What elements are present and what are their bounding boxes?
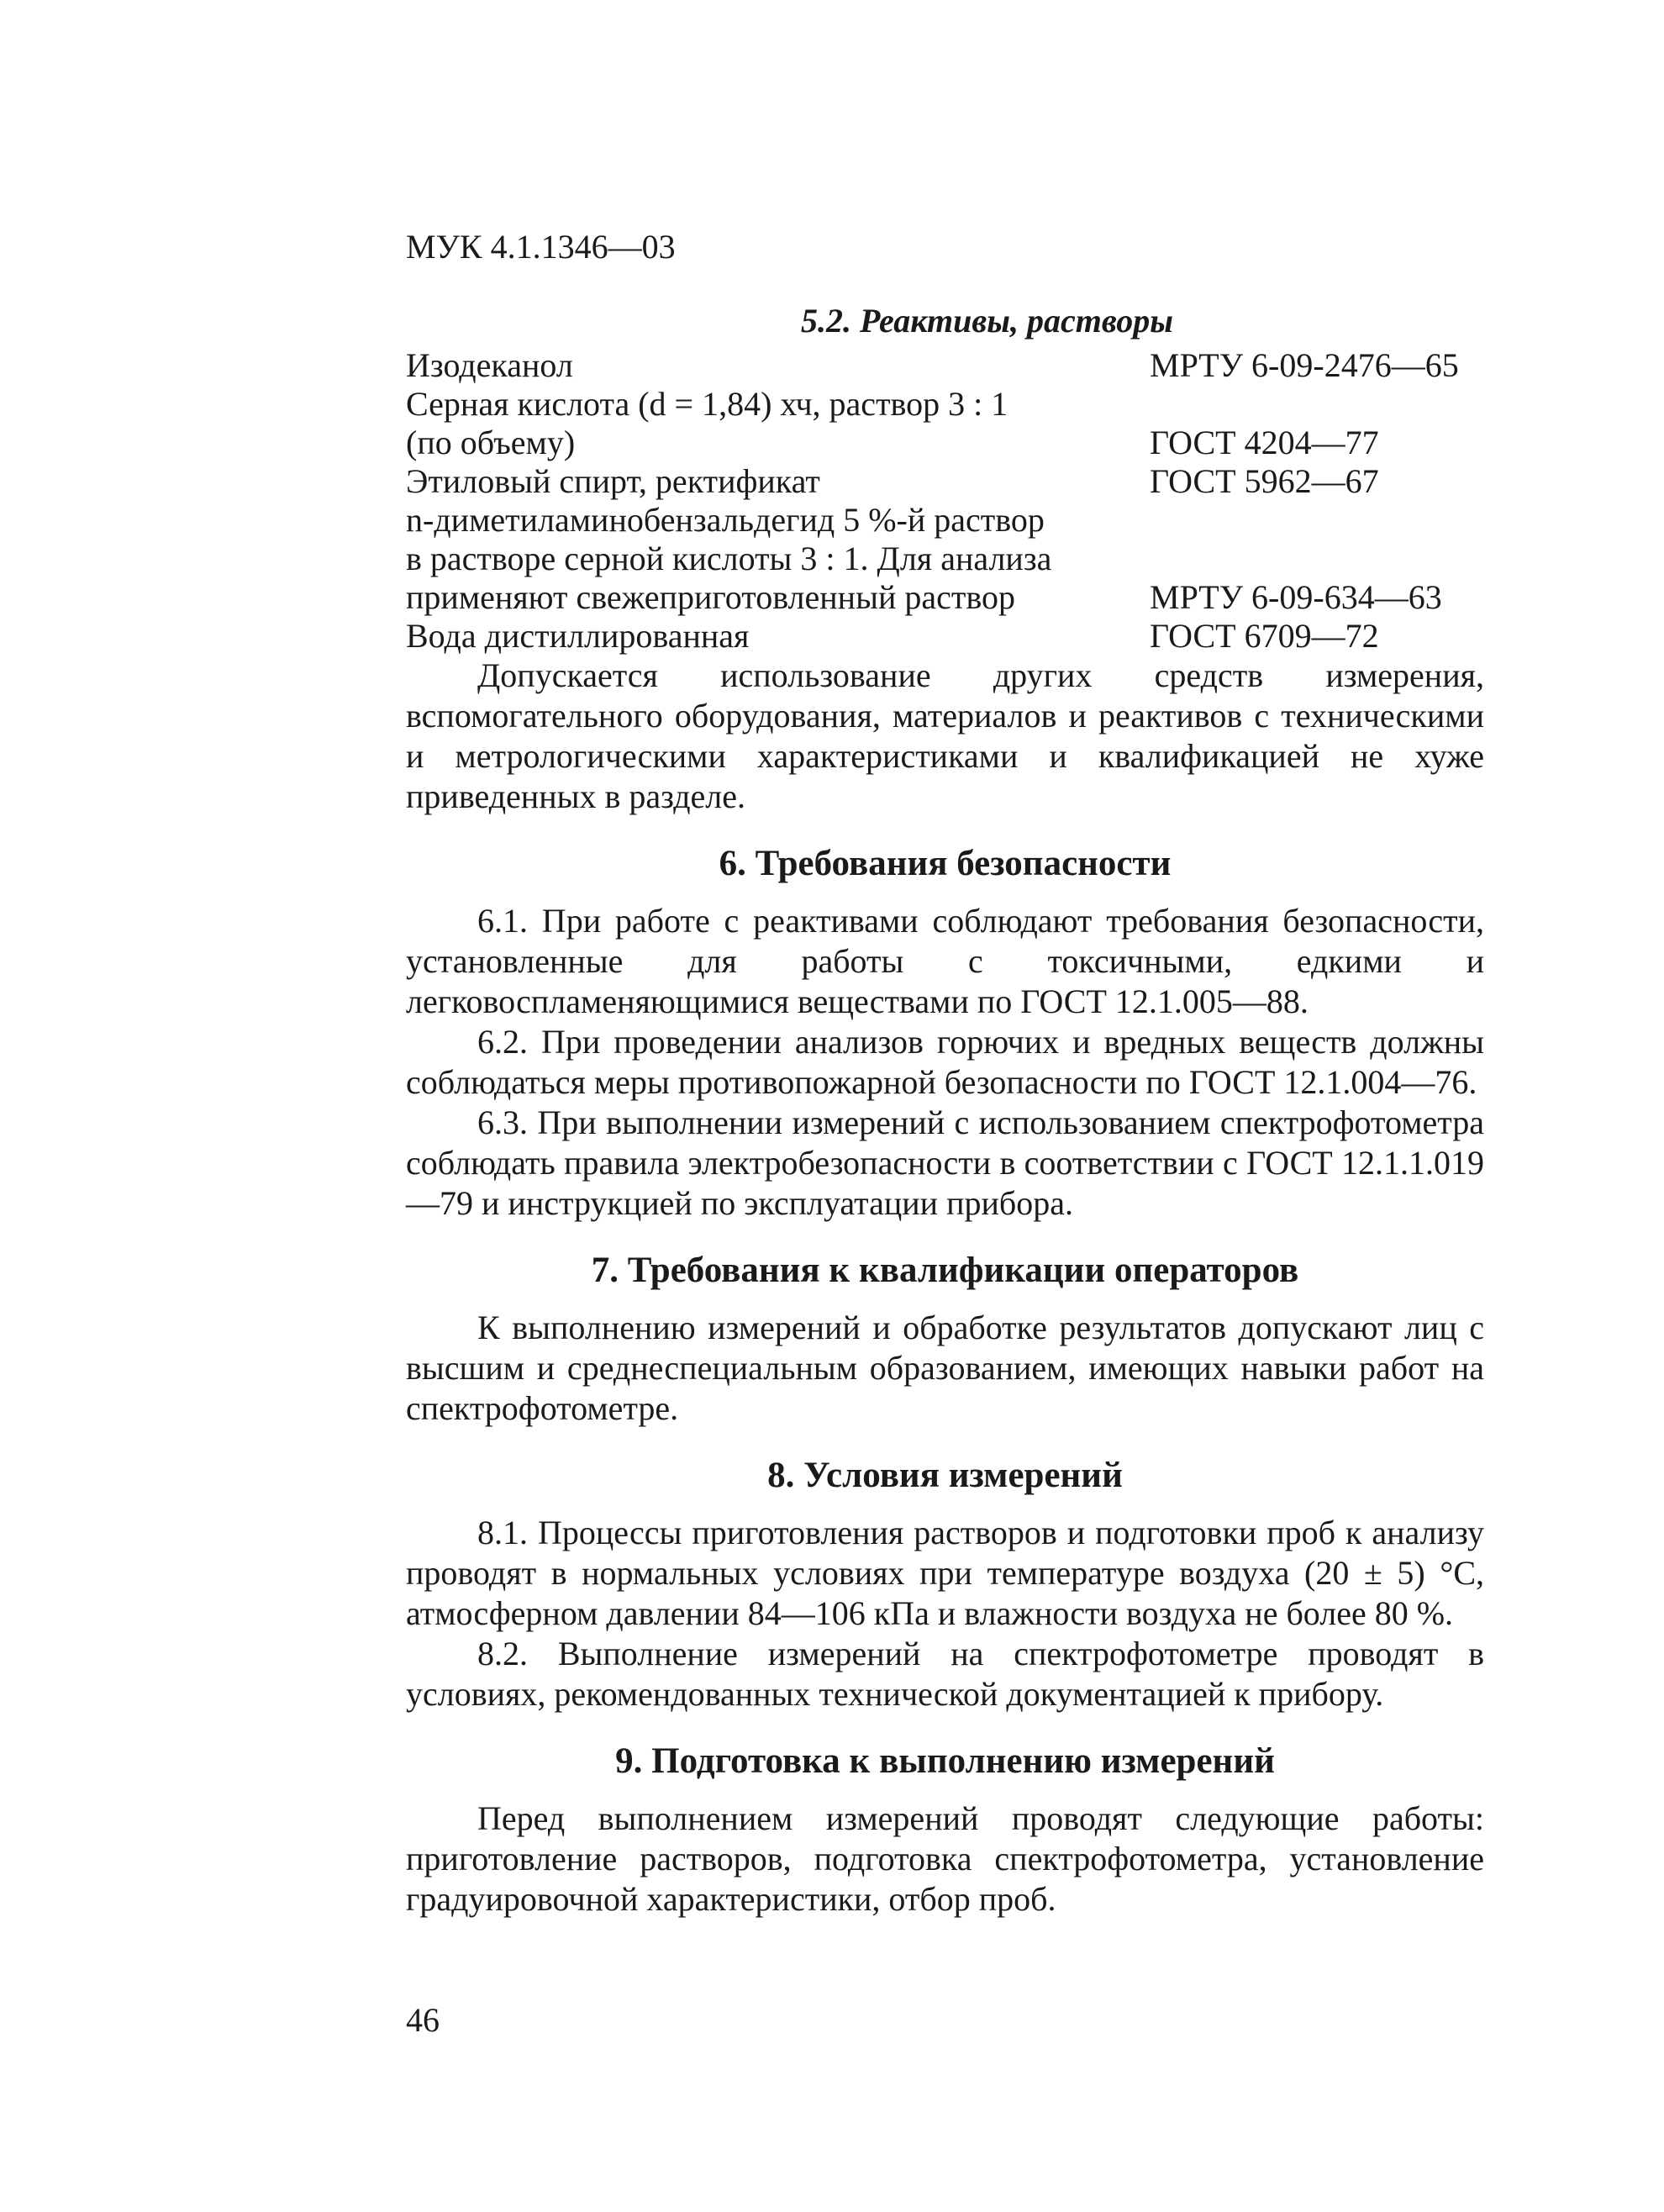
section-8-paragraph: 8.1. Процессы приготовления растворов и подготовки проб к анализу проводят в нормальных условиях при температуре воздуха (20 ± 5) °С, атмосферном давлении 84—106 кПа и влажности воздуха не более 80 %.	[406, 1514, 1484, 1632]
section-6-title: 6. Требования безопасности	[719, 844, 1172, 883]
section-6-paragraph: 6.3. При выполнении измерений с использованием спектрофотометра соблюдать правила электробезопасности в соответствии с ГОСТ 12.1.1.019—79 и инструкцией по эксплуатации прибора.	[406, 1103, 1484, 1222]
reagent-row	[406, 617, 1484, 656]
reagent-row	[406, 501, 1484, 540]
section-8-title: 8. Условия измерений	[767, 1456, 1123, 1495]
reagent-name: Этиловый спирт, ректификат	[406, 462, 820, 500]
reagent-row	[406, 462, 1484, 501]
page-number: 46	[406, 2001, 440, 2039]
document-code: МУК 4.1.1346—03	[406, 228, 676, 266]
reagent-row	[406, 346, 1484, 385]
reagent-name: применяют свежеприготовленный раствор	[406, 578, 1015, 616]
reagents-table	[406, 346, 1484, 656]
reagent-name: n-диметиламинобензальдегид 5 %-й раствор	[406, 501, 1045, 539]
reagent-name: Изодеканол	[406, 346, 573, 384]
section-7-title: 7. Требования к квалификации операторов	[591, 1251, 1299, 1290]
reagent-row	[406, 540, 1484, 578]
reagent-name: (по объему)	[406, 424, 576, 461]
reagent-standard: ГОСТ 6709—72	[1150, 617, 1379, 655]
section-6-paragraph: 6.1. При работе с реактивами соблюдают требования безопасности, установленные для работы с токсичными, едкими и легковоспламеняющимися веществами по ГОСТ 12.1.005—88.	[406, 902, 1484, 1020]
reagent-name: Вода дистиллированная	[406, 617, 750, 655]
reagent-row	[406, 385, 1484, 424]
reagent-standard: МРТУ 6-09-2476—65	[1150, 346, 1459, 384]
section-5-2-title: 5.2. Реактивы, растворы	[801, 302, 1173, 340]
section-8-paragraph: 8.2. Выполнение измерений на спектрофотометре проводят в условиях, рекомендованных технической документацией к прибору.	[406, 1635, 1484, 1713]
reagent-standard	[1150, 540, 1484, 578]
reagent-standard	[1150, 385, 1484, 424]
reagent-row	[406, 578, 1484, 617]
reagent-name: Серная кислота (d = 1,84) хч, раствор 3 : 1	[406, 385, 1008, 423]
section-9-paragraph: Перед выполнением измерений проводят следующие работы: приготовление растворов, подготовка спектрофотометра, установление градуировочной характеристики, отбор проб.	[406, 1799, 1484, 1918]
document-page	[406, 227, 1484, 1920]
section-6-paragraph: 6.2. При проведении анализов горючих и вредных веществ должны соблюдаться меры противопожарной безопасности по ГОСТ 12.1.004—76.	[406, 1023, 1484, 1101]
reagent-row	[406, 424, 1484, 462]
section-7-paragraph: К выполнению измерений и обработке результатов допускают лиц с высшим и среднеспециальным образованием, имеющих навыки работ на спектрофотометре.	[406, 1309, 1484, 1427]
reagent-standard: МРТУ 6-09-634—63	[1150, 578, 1442, 616]
section-5-2-note: Допускается использование других средств измерения, вспомогательного оборудования, материалов и реактивов с техническими и метрологическими характеристиками и квалификацией не хуже приведенных в разделе.	[406, 656, 1484, 815]
reagent-standard: ГОСТ 4204—77	[1150, 424, 1379, 461]
reagent-standard: ГОСТ 5962—67	[1150, 462, 1379, 500]
reagent-standard	[1150, 501, 1484, 540]
section-9-title: 9. Подготовка к выполнению измерений	[615, 1741, 1275, 1781]
reagent-name: в растворе серной кислоты 3 : 1. Для анализа	[406, 540, 1052, 577]
